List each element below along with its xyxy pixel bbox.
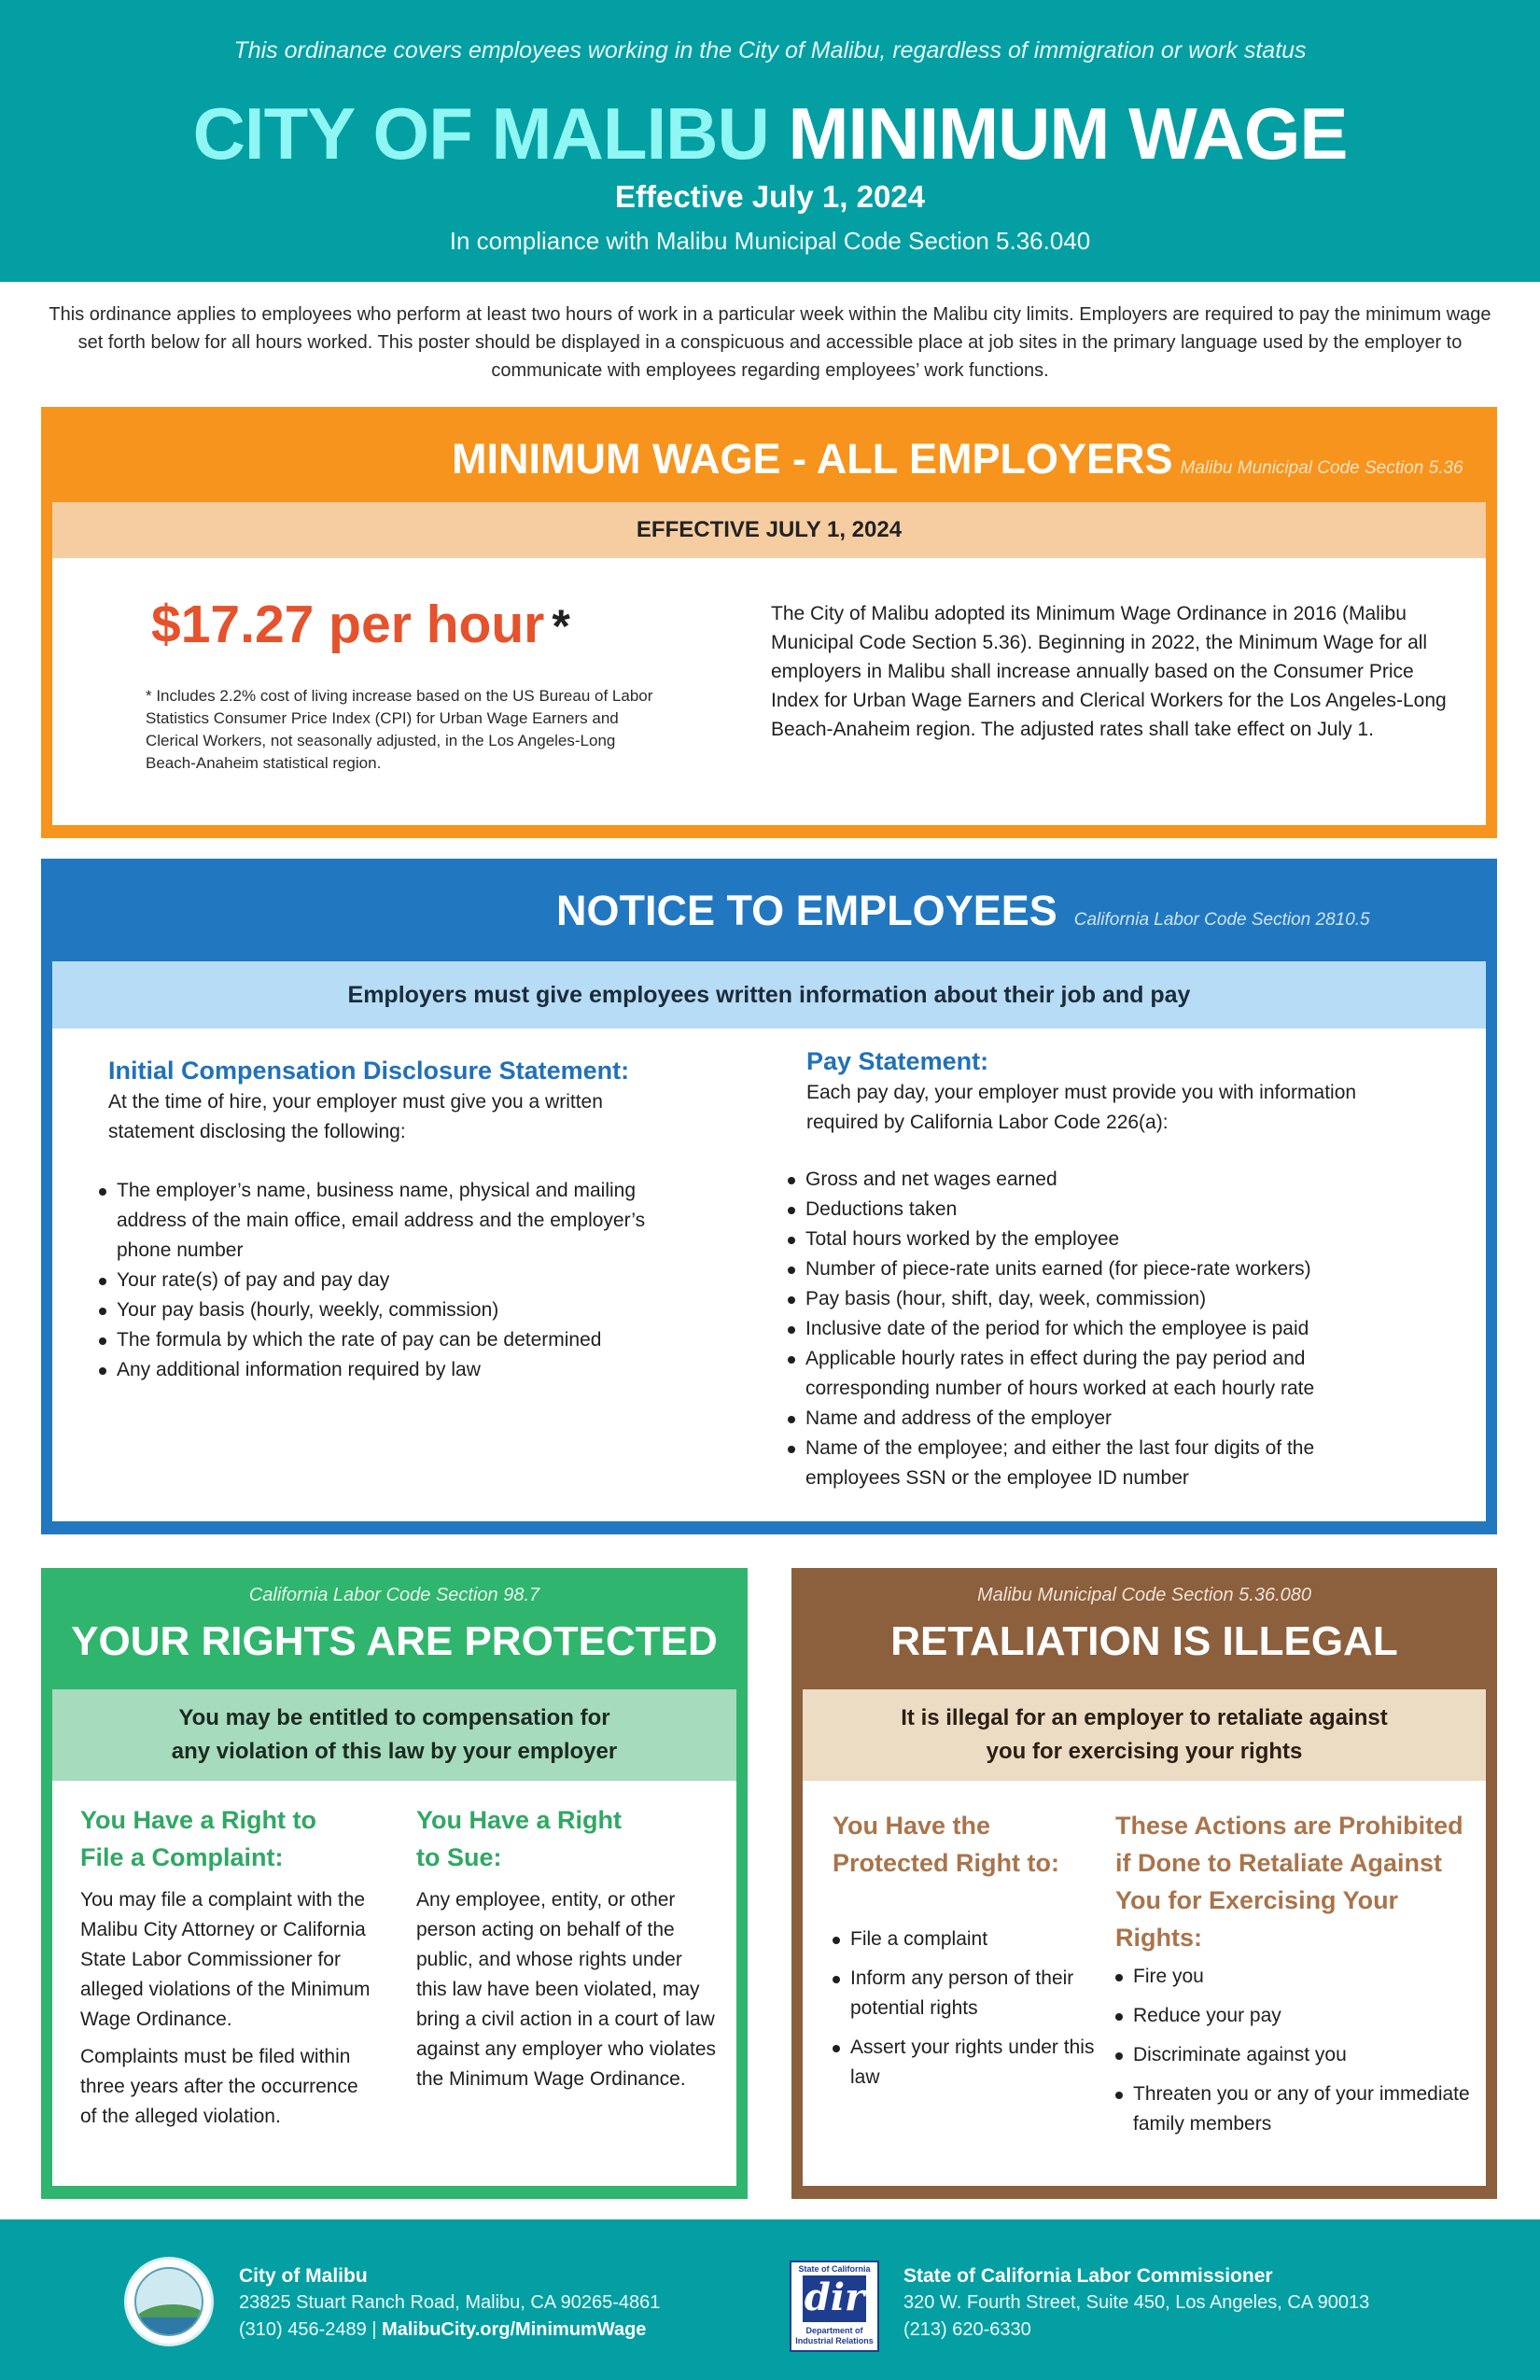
prohibited-actions-column xyxy=(1115,1807,1475,2149)
notice-title xyxy=(556,887,1370,935)
list-item: Fire you xyxy=(1115,1962,1475,1992)
disclosure-heading: Initial Compensation Disclosure Statement: xyxy=(108,1057,630,1085)
prohibited-heading-1: These Actions are Prohibited xyxy=(1115,1812,1463,1840)
sue-text: Any employee, entity, or other person acting on behalf of the public, and whose rights under this law have been violated, may bring a civil action in a court of law against any employer who violates the Minimum Wage Ordinance. xyxy=(416,1889,717,2090)
list-item: Assert your rights under this law xyxy=(833,2033,1113,2093)
retaliation-code: Malibu Municipal Code Section 5.36.080 xyxy=(977,1585,1311,1605)
list-item: Reduce your pay xyxy=(1115,2001,1475,2031)
prohibited-heading-2: if Done to Retaliate Against xyxy=(1115,1849,1443,1877)
sue-heading-1: You Have a Right xyxy=(416,1806,623,1834)
page-title xyxy=(0,91,1540,176)
state-phone: (213) 620-6330 xyxy=(903,2319,1031,2340)
wage-footnote: * Includes 2.2% cost of living increase based on the US Bureau of Labor Statistics Consumer Price Index (CPI) for Urban Wage Earners and Clerical Workers, not seasonally adjusted, in the Los Angeles-Long Beach-Anaheim statistical region. xyxy=(146,687,653,772)
notice-heading: NOTICE TO EMPLOYEES xyxy=(556,887,1057,934)
city-contact xyxy=(239,2262,660,2344)
state-contact xyxy=(903,2262,1369,2344)
list-item: File a complaint xyxy=(833,1925,1113,1954)
rights-band-line-2: any violation of this law by your employer xyxy=(171,1739,618,1764)
minimum-wage-body xyxy=(52,558,1486,825)
dir-logo-icon xyxy=(790,2261,879,2352)
notice-body xyxy=(52,1029,1486,1521)
retaliation-band-line-1: It is illegal for an employer to retaliate against xyxy=(901,1705,1388,1730)
complaint-deadline: Complaints must be filed within three years after the occurrence of the alleged violation. xyxy=(80,2046,358,2127)
list-item: Inform any person of their potential rights xyxy=(833,1964,1113,2023)
complaint-column xyxy=(80,1801,379,2132)
title-minimum-wage: MINIMUM WAGE xyxy=(788,92,1348,175)
dir-logo-top: State of California xyxy=(798,2264,871,2274)
pay-statement-column xyxy=(806,1047,1404,1138)
list-item: Number of piece-rate units earned (for piece-rate workers) xyxy=(788,1254,1385,1284)
pay-statement-heading: Pay Statement: xyxy=(806,1047,989,1075)
list-item: Total hours worked by the employee xyxy=(788,1225,1385,1254)
notice-code: California Labor Code Section 2810.5 xyxy=(1073,910,1370,930)
dir-logo-mark: dir xyxy=(803,2275,866,2322)
list-item: Discriminate against you xyxy=(1115,2040,1475,2070)
dir-logo-bottom: Department of Industrial Relations xyxy=(795,2326,874,2345)
prohibited-heading-3: You for Exercising Your Rights: xyxy=(1115,1886,1399,1952)
state-name: State of California Labor Commissioner xyxy=(903,2265,1273,2287)
complaint-heading-2: File a Complaint: xyxy=(80,1843,284,1871)
wage-rate xyxy=(151,594,570,655)
footer xyxy=(0,2219,1540,2380)
effective-date: Effective July 1, 2024 xyxy=(614,179,926,214)
wage-rate-value: $17.27 per hour xyxy=(151,595,545,654)
list-item: Applicable hourly rates in effect during the pay period and corresponding number of hours worked at each hourly rate xyxy=(788,1344,1385,1404)
city-phone: (310) 456-2489 xyxy=(239,2319,367,2340)
city-website-link[interactable]: MalibuCity.org/MinimumWage xyxy=(382,2319,647,2340)
intro-paragraph: This ordinance applies to employees who perform at least two hours of work in a particular week within the Malibu city limits. Employers are required to pay the minimum wage set forth below for all hours worked. This poster should be displayed in a conspicuous and accessible place at job sites in the primary language used by the employer to communicate with employees regarding employees’ work functions. xyxy=(49,304,1491,381)
list-item: The formula by which the rate of pay can be determined xyxy=(99,1325,659,1355)
rights-band xyxy=(52,1689,736,1781)
notice-panel xyxy=(41,859,1497,1534)
state-address: 320 W. Fourth Street, Suite 450, Los Angeles, CA 90013 xyxy=(903,2292,1370,2313)
minimum-wage-heading: MINIMUM WAGE - ALL EMPLOYERS xyxy=(452,435,1173,483)
protected-heading-1: You Have the xyxy=(833,1812,991,1840)
minimum-wage-code: Malibu Municipal Code Section 5.36 xyxy=(1180,458,1463,478)
retaliation-panel xyxy=(791,1568,1497,2199)
city-of-malibu-seal-icon xyxy=(124,2257,214,2346)
rights-title: YOUR RIGHTS ARE PROTECTED xyxy=(71,1618,718,1664)
prohibited-actions-list xyxy=(1115,1962,1475,2139)
rights-body xyxy=(52,1781,736,2186)
wage-asterisk: * xyxy=(552,600,570,652)
city-phone-web: (310) 456-2489 | MalibuCity.org/MinimumWage xyxy=(239,2319,647,2340)
rights-code: California Labor Code Section 98.7 xyxy=(248,1585,540,1605)
retaliation-band-line-2: you for exercising your rights xyxy=(986,1739,1303,1764)
disclosure-text: At the time of hire, your employer must give you a written statement disclosing the following: xyxy=(108,1091,603,1142)
list-item: Gross and net wages earned xyxy=(788,1165,1385,1195)
protected-rights-list xyxy=(833,1925,1113,2093)
pay-statement-text: Each pay day, your employer must provide you with information required by California Labor Code 226(a): xyxy=(806,1082,1357,1133)
rights-panel xyxy=(41,1568,748,2199)
retaliation-title: RETALIATION IS ILLEGAL xyxy=(890,1618,1398,1664)
list-item: Pay basis (hour, shift, day, week, commission) xyxy=(788,1284,1385,1314)
disclosure-list xyxy=(99,1176,659,1385)
list-item: Your pay basis (hourly, weekly, commission) xyxy=(99,1295,659,1325)
complaint-heading-1: You Have a Right to xyxy=(80,1806,317,1834)
retaliation-body xyxy=(803,1781,1486,2186)
rights-band-line-1: You may be entitled to compensation for xyxy=(178,1705,610,1730)
complaint-text: You may file a complaint with the Malibu City Attorney or California State Labor Commissioner for alleged violations of the Minimum Wage Ordinance. xyxy=(80,1889,371,2030)
disclosure-column xyxy=(108,1057,668,1147)
minimum-wage-title xyxy=(452,435,1463,483)
list-item: Name of the employee; and either the last four digits of the employees SSN or the employee ID number xyxy=(788,1434,1385,1493)
header-tagline: This ordinance covers employees working in the City of Malibu, regardless of immigration or work status xyxy=(233,37,1307,63)
list-item: Any additional information required by law xyxy=(99,1355,659,1385)
city-name: City of Malibu xyxy=(239,2265,368,2287)
protected-rights-column xyxy=(833,1807,1113,2102)
notice-band: Employers must give employees written information about their job and pay xyxy=(52,961,1486,1029)
list-item: Inclusive date of the period for which the employee is paid xyxy=(788,1314,1385,1344)
list-item: Name and address of the employer xyxy=(788,1404,1385,1434)
pay-statement-list xyxy=(788,1165,1385,1493)
wage-description: The City of Malibu adopted its Minimum Wage Ordinance in 2016 (Malibu Municipal Code Section 5.36). Beginning in 2022, the Minimum Wage for all employers in Malibu shall increase annually based on the Consumer Price Index for Urban Wage Earners and Clerical Workers for the Los Angeles-Long Beach-Anaheim region. The adjusted rates shall take effect on July 1. xyxy=(771,603,1447,740)
list-item: Threaten you or any of your immediate family members xyxy=(1115,2079,1475,2139)
minimum-wage-effective-band: EFFECTIVE JULY 1, 2024 xyxy=(52,502,1486,558)
sue-column xyxy=(416,1801,717,2094)
compliance-note: In compliance with Malibu Municipal Code Section 5.36.040 xyxy=(449,227,1091,255)
city-address: 23825 Stuart Ranch Road, Malibu, CA 90265-4861 xyxy=(239,2292,661,2313)
protected-heading-2: Protected Right to: xyxy=(833,1849,1059,1877)
list-item: Deductions taken xyxy=(788,1195,1385,1225)
header-banner xyxy=(0,0,1540,282)
minimum-wage-panel xyxy=(41,407,1497,838)
list-item: The employer’s name, business name, physical and mailing address of the main office, email address and the employer’s phone number xyxy=(99,1176,659,1266)
retaliation-band xyxy=(803,1689,1486,1781)
sue-heading-2: to Sue: xyxy=(416,1843,502,1871)
title-city: CITY OF MALIBU xyxy=(192,92,769,175)
list-item: Your rate(s) of pay and pay day xyxy=(99,1266,659,1295)
